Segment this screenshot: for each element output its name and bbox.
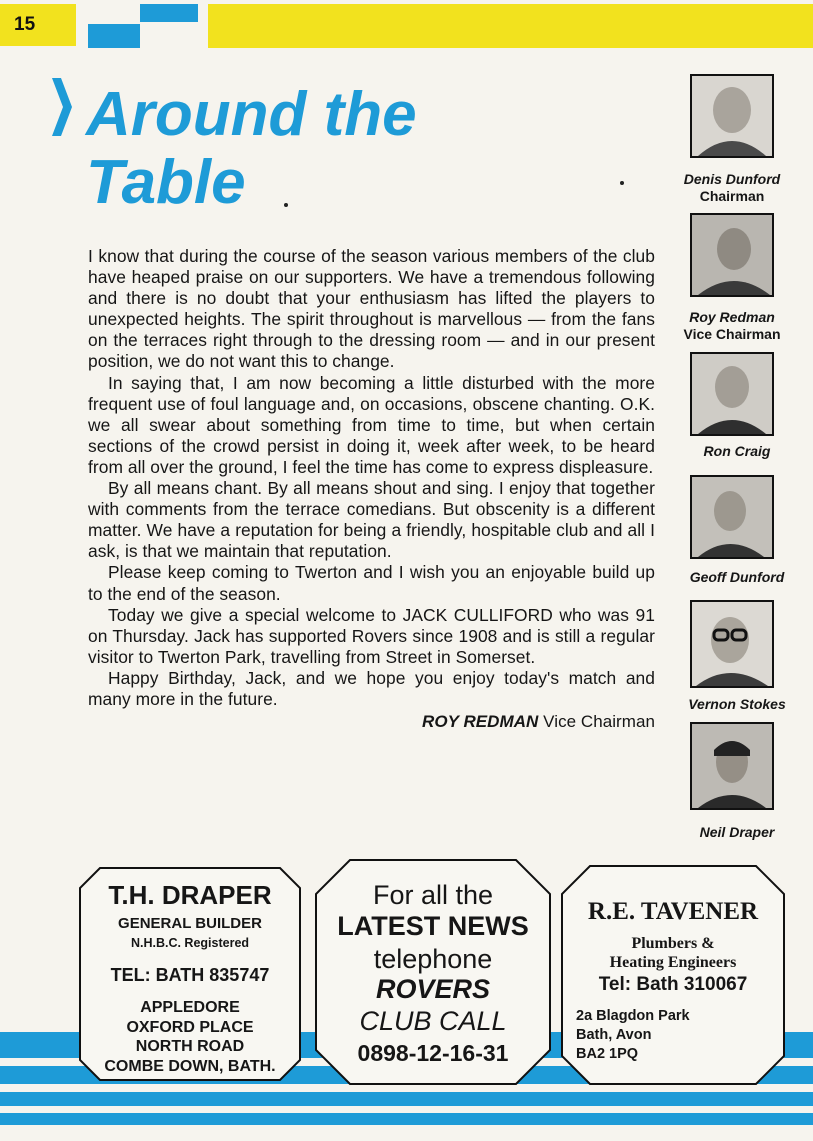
director-caption-6 (667, 824, 807, 841)
ad-tavener-trade-2: Heating Engineers (609, 954, 737, 971)
person-icon (692, 602, 772, 686)
director-caption-3 (667, 443, 807, 460)
address-line: APPLEDORE (140, 999, 240, 1016)
ad-draper-trade: GENERAL BUILDER (118, 915, 262, 932)
address-line: OXFORD PLACE (126, 1018, 254, 1036)
ad-clubcall-line4: ROVERS (375, 974, 491, 1004)
person-icon (692, 76, 772, 156)
article-body (88, 246, 655, 732)
ad-clubcall-line2: LATEST NEWS (337, 911, 529, 941)
speck-dot (620, 181, 624, 185)
director-portrait-5 (690, 600, 774, 688)
director-portrait-4 (690, 475, 774, 559)
title-dot (284, 203, 288, 207)
header-yellow-block-left (0, 4, 76, 46)
director-name: Geoff Dunford (689, 569, 785, 585)
director-portrait-2 (690, 213, 774, 297)
director-role: Chairman (699, 188, 765, 204)
page-title-line-2: Table (86, 148, 246, 217)
director-portrait-6 (690, 722, 774, 810)
ad-clubcall-line3: telephone (373, 944, 493, 974)
header-blue-block-bottom (88, 24, 140, 48)
title-arrow-icon (50, 78, 74, 136)
article-paragraph: I know that during the course of the season various members of the club have heaped praise on our supporters. We have a tremendous following and there is no doubt that your enthusiasm has lifted the players to unexpected heights. The spirit throughout is marvellous — from the fans on the terraces right through to the dressing room — and in our present position, we do not want this to change. (88, 246, 655, 372)
director-caption-4 (667, 569, 807, 586)
ad-tavener-trade-1: Plumbers & (631, 935, 715, 952)
ad-tavener-telephone: Tel: Bath 310067 (598, 974, 748, 995)
header-yellow-bar (208, 4, 813, 48)
ad-clubcall-number: 0898-12-16-31 (357, 1040, 509, 1066)
director-portrait-3 (690, 352, 774, 436)
ad-draper-registration: N.H.B.C. Registered (130, 936, 250, 950)
person-icon (692, 215, 772, 295)
director-name: Neil Draper (699, 824, 775, 840)
page-number: 15 (14, 14, 36, 35)
ad-tavener-address (576, 1007, 690, 1064)
stripe-band-4 (0, 1113, 813, 1125)
article-paragraph: Today we give a special welcome to JACK CULLIFORD who was 91 on Thursday. Jack has supported Rovers since 1908 and is still a regular visitor to Twerton Park, travelling from Street in Somerset. (88, 604, 655, 667)
article-paragraph: Happy Birthday, Jack, and we hope you enjoy today's match and many more in the future. (88, 667, 655, 709)
director-role: Vice Chairman (683, 326, 781, 342)
signature-role: Vice Chairman (543, 712, 655, 732)
person-icon (692, 354, 772, 434)
address-line: COMBE DOWN, BATH. (104, 1057, 276, 1075)
ad-draper-name: T.H. DRAPER (108, 880, 272, 910)
ad-tavener-name: R.E. TAVENER (587, 898, 759, 925)
ad-draper-telephone: TEL: BATH 835747 (110, 965, 270, 985)
ad-draper-address (78, 998, 302, 1076)
article-paragraph: By all means chant. By all means shout and sing. I enjoy that together with comments from the terrace comedians. But obscenity is a different matter. We have a reputation for being a friendly, hospitable club and all I ask, is that we maintain that reputation. (88, 478, 655, 562)
director-name: Ron Craig (703, 443, 771, 459)
ad-clubcall-line1: For all the (372, 880, 494, 910)
header-blue-block-top (140, 4, 198, 22)
director-caption-5 (667, 696, 807, 713)
signature-name: ROY REDMAN (422, 712, 539, 732)
article-paragraph: Please keep coming to Twerton and I wish you an enjoyable build up to the end of the season. (88, 562, 655, 604)
person-icon (692, 724, 772, 808)
director-name: Denis Dunford (683, 171, 781, 187)
address-line: BA2 1PQ (576, 1046, 639, 1062)
page-title-line-1: Around the (86, 80, 417, 149)
director-name: Vernon Stokes (688, 696, 786, 712)
person-icon (692, 477, 772, 557)
address-line: 2a Blagdon Park (576, 1008, 690, 1024)
ad-re-tavener (560, 864, 786, 1086)
ad-th-draper (78, 866, 302, 1082)
ad-club-call (314, 858, 552, 1086)
stripe-band-3 (0, 1092, 813, 1106)
director-portrait-1 (690, 74, 774, 158)
ad-clubcall-line5: CLUB CALL (359, 1006, 507, 1036)
address-line: Bath, Avon (576, 1027, 652, 1043)
article-signature (88, 711, 655, 732)
address-line: NORTH ROAD (135, 1038, 245, 1055)
director-caption-2 (662, 309, 802, 343)
article-paragraph: In saying that, I am now becoming a little disturbed with the more frequent use of foul language and, on occasions, obscene chanting. O.K. we all swear about something from time to time, but when certain sections of the crowd persist in doing it, week after week, to be heard from all over the ground, I feel the time has come to express displeasure. (88, 372, 655, 477)
director-name: Roy Redman (689, 309, 775, 325)
director-caption-1 (662, 171, 802, 205)
